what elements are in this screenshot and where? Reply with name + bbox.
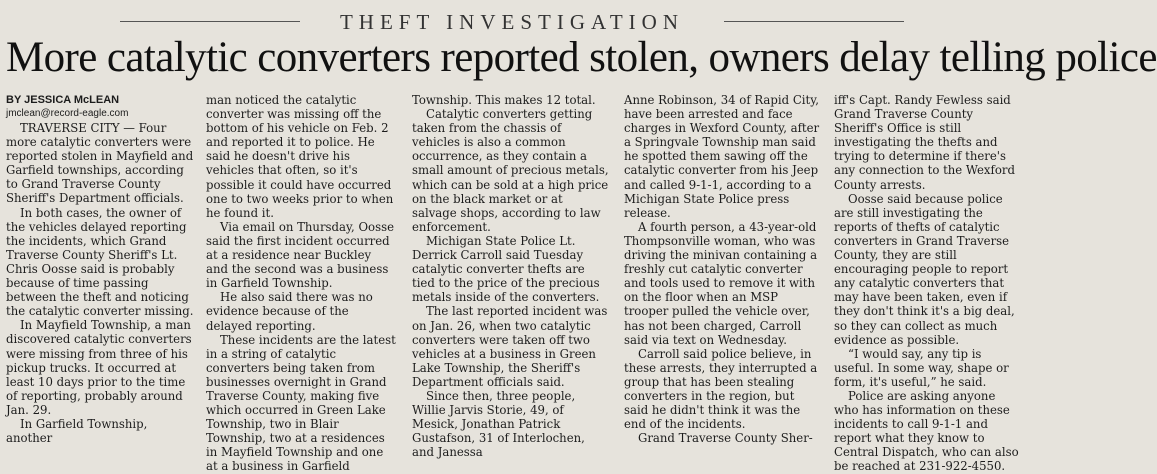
paragraph: “I would say, any tip is useful. In some way, shape or form, it's useful,” he said. xyxy=(834,346,1009,389)
article-column-3 xyxy=(412,93,610,461)
article-column-1 xyxy=(6,93,194,461)
paragraph: TRAVERSE CITY — Four more catalytic converters were reported stolen in Mayfield and Garfield townships, according to Grand Traverse County Sheriff's Department officials. xyxy=(6,121,194,206)
paragraph: Oosse said because police are still investigating the reports of thefts of catalytic converters in Grand Traverse County, they are still encouraging people to report any catalytic converters that may have been taken, even if they don't think it's a big deal, so they can collect as much evidence as possible. xyxy=(834,191,1015,347)
paragraph: iff's Capt. Randy Fewless said Grand Traverse County Sheriff's Office is still investigating the thefts and trying to determine if there's any connection to the Wexford County arrests. xyxy=(834,93,1015,192)
paragraph: He also said there was no evidence because of the delayed reporting. xyxy=(206,290,373,333)
kicker-rule-right xyxy=(724,21,904,22)
paragraph: Grand Traverse County Sher- xyxy=(638,431,813,446)
paragraph: A fourth person, a 43-year-old Thompsonville woman, who was driving the minivan containing a freshly cut catalytic converter and tools used to remove it with on the floor when an MSP trooper pulled the vehicle over, has not been charged, Carroll said via text on Wednesday. xyxy=(624,219,818,347)
headline: More catalytic converters reported stolen, owners delay telling police xyxy=(6,34,1157,81)
paragraph: Anne Robinson, 34 of Rapid City, have been arrested and face charges in Wexford County, after a Springvale Township man said he spotted them sawing off the catalytic converter from his Jeep and called 9-1-1, according to a Michigan State Police press release. xyxy=(624,93,820,220)
paragraph: The last reported incident was on Jan. 26, when two catalytic converters were taken off two vehicles at a business in Green Lake Township, the Sheriff's Department officials said. xyxy=(412,304,608,389)
article-column-4 xyxy=(624,93,820,461)
paragraph: man noticed the catalytic converter was missing off the bottom of his vehicle on Feb. 2 and reported it to police. He said he doesn't drive his vehicles that often, so it's possible it could have occurred one to two weeks prior to when he found it. xyxy=(206,93,394,220)
paragraph: These incidents are the latest in a string of catalytic converters being taken from businesses overnight in Grand Traverse County, making five which occurred in Green Lake Township, two in Blair Township, two at a residences in Mayfield Township and one at a business in Garfield xyxy=(206,332,396,474)
byline: BY JESSICA McLEAN xyxy=(6,94,120,106)
paragraph: In Mayfield Township, a man discovered catalytic converters were missing from three of his pickup trucks. It occurred at least 10 days prior to the time of reporting, probably around Jan. 29. xyxy=(6,318,192,417)
paragraph: Michigan State Police Lt. Derrick Carroll said Tuesday catalytic converter thefts are tied to the price of the precious metals inside of the converters. xyxy=(412,233,600,305)
section-kicker: THEFT INVESTIGATION xyxy=(339,10,684,34)
paragraph: Since then, three people, Willie Jarvis Storie, 49, of Mesick, Jonathan Patrick Gustafson, 31 of Interlochen, and Janessa xyxy=(412,388,585,460)
paragraph: Township. This makes 12 total. xyxy=(412,93,596,107)
paragraph: Via email on Thursday, Oosse said the first incident occurred at a residence near Buckley and the second was a business in Garfield Township. xyxy=(206,219,394,291)
article-column-5 xyxy=(834,93,1020,474)
paragraph: In Garfield Township, another xyxy=(6,416,148,446)
paragraph: Carroll said police believe, in these arrests, they interrupted a group that has been stealing converters in the region, but said he didn't think it was the end of the incidents. xyxy=(624,346,818,432)
paragraph: In both cases, the owner of the vehicles delayed reporting the incidents, which Grand Traverse County Sheriff's Lt. Chris Oosse said is probably because of time passing between the theft and noticing the catalytic converter missing. xyxy=(6,205,194,319)
article-column-2 xyxy=(206,93,396,474)
paragraph: Police are asking anyone who has information on these incidents to call 9-1-1 and report what they know to Central Dispatch, who can also be reached at 231-922-4550. xyxy=(834,388,1019,474)
author-email: jmclean@record-eagle.com xyxy=(6,108,129,119)
paragraph: Catalytic converters getting taken from the chassis of vehicles is also a common occurrence, as they contain a small amount of precious metals, which can be sold at a high price on the black market or at salvage shops, according to law enforcement. xyxy=(412,107,609,234)
